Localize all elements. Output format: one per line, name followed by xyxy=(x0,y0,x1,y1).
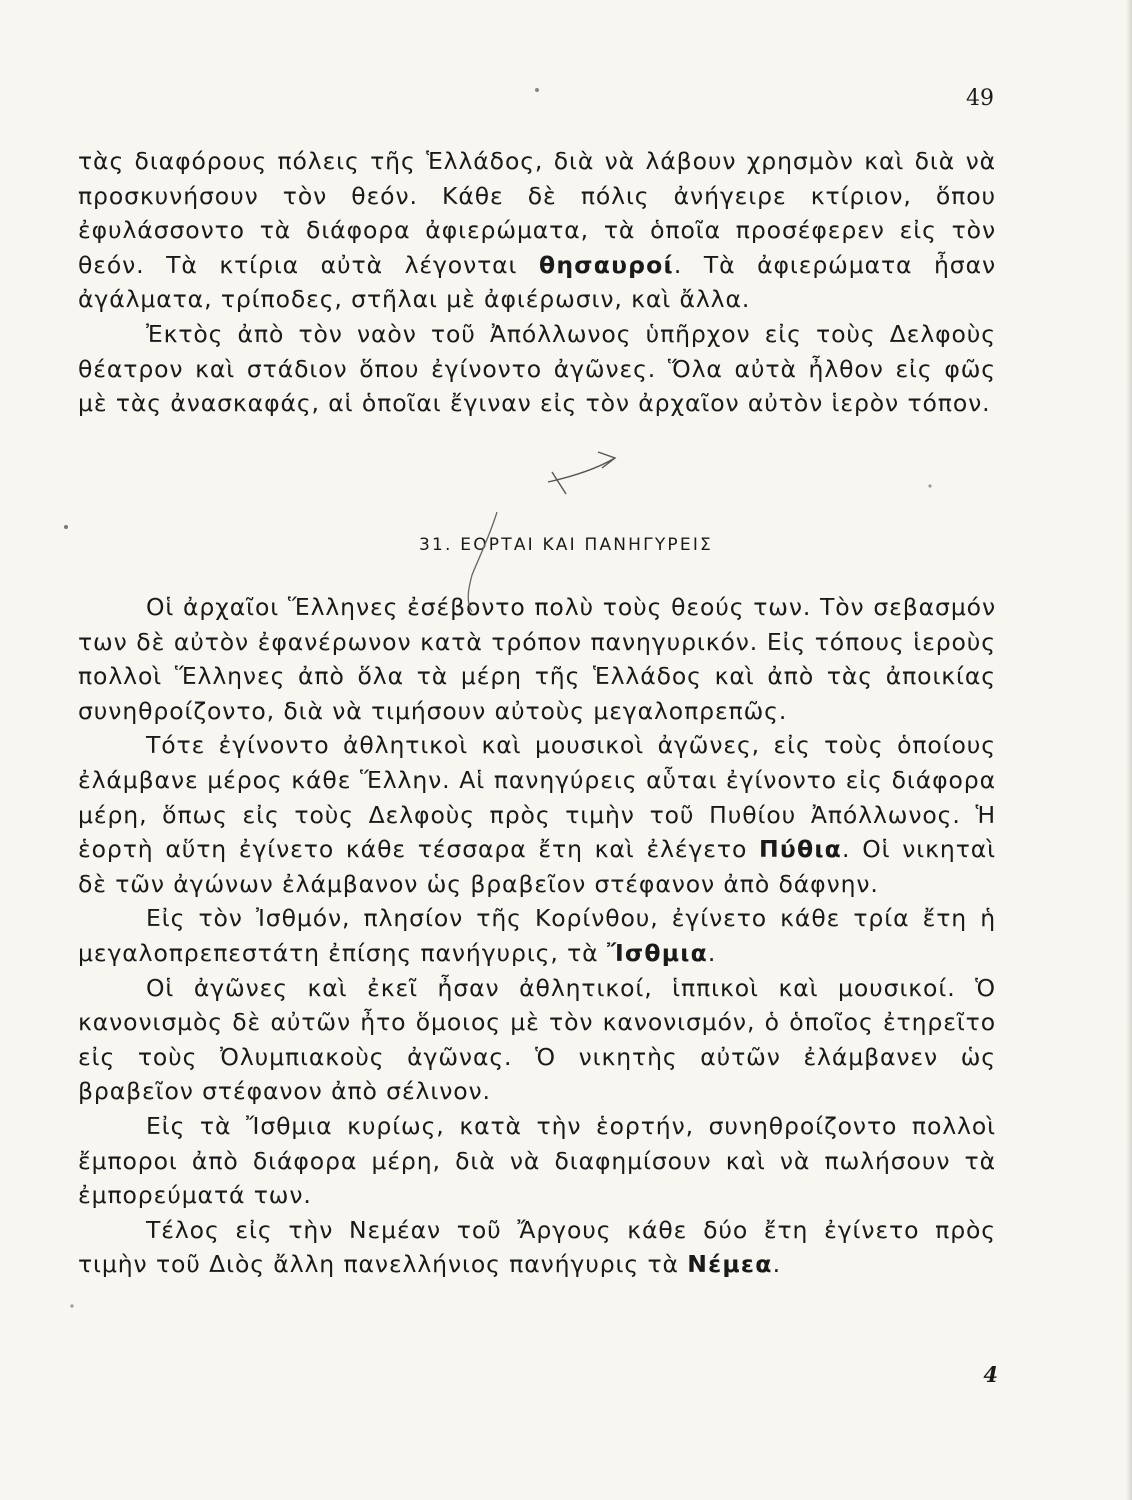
paragraph: τὰς διαφόρους πόλεις τῆς Ἑλλάδος, διὰ νὰ λάβουν χρησμὸν καὶ διὰ νὰ προσκυνήσουν τὸν θεόν. Κάθε δὲ πόλις ἀνήγειρε κτίριον, ὅπου ἐφυλάσσοντο τὰ διάφορα ἀφιερώματα, τὰ ὁποῖα προσέφερεν εἰς τὸν θεόν. Τὰ κτίρια αὐτὰ λέγονται θησαυροί. Τὰ ἀφιερώματα ἦσαν ἀγάλματα, τρίποδες, στῆλαι μὲ ἀφιέρωσιν, καὶ ἄλλα. xyxy=(78,147,996,314)
bold-term: Νέμεα xyxy=(687,1250,773,1279)
bold-term: Ἴσθμια xyxy=(606,938,708,967)
speck xyxy=(535,88,539,92)
paragraph: Εἰς τὰ Ἴσθμια κυρίως, κατὰ τὴν ἑορτήν, συνηθροίζοντο πολλοὶ ἔμποροι ἀπὸ διάφορα μέρη, διὰ νὰ διαφημίσουν καὶ νὰ πωλήσουν τὰ ἐμπορεύματά των. xyxy=(78,1111,996,1210)
paragraph: Οἱ ἀγῶνες καὶ ἐκεῖ ἦσαν ἀθλητικοί, ἱππικοὶ καὶ μουσικοί. Ὁ κανονισμὸς δὲ αὐτῶν ἦτο ὅμοιος μὲ τὸν κανονισμόν, ὁ ὁποῖος ἐτηρεῖτο εἰς τοὺς Ὀλυμπιακοὺς ἀγῶνας. Ὁ νικητὴς αὐτῶν ἐλάμβανεν ὡς βραβεῖον στέφανον ἀπὸ σέλινον. xyxy=(78,973,996,1106)
speck xyxy=(64,525,68,529)
text-block-top xyxy=(78,144,996,421)
pencil-arrow-mark xyxy=(548,452,615,494)
text-block-bottom xyxy=(78,590,996,1282)
bold-term: Πύθια xyxy=(759,835,843,864)
speck xyxy=(928,484,931,487)
page-number: 49 xyxy=(966,86,994,111)
paragraph: Τέλος εἰς τὴν Νεμέαν τοῦ Ἄργους κάθε δύο ἔτη ἐγίνετο πρὸς τιμὴν τοῦ Διὸς ἄλλη πανελλήνιος πανήγυρις τὰ Νέμεα. xyxy=(78,1215,996,1279)
paragraph: Οἱ ἀρχαῖοι Ἕλληνες ἐσέβοντο πολὺ τοὺς θεούς των. Τὸν σεβασμόν των δὲ αὐτὸν ἐφανέρωνον κατὰ τρόπον πανηγυρικόν. Εἰς τόπους ἱεροὺς πολλοὶ Ἕλληνες ἀπὸ ὅλα τὰ μέρη τῆς Ἑλλάδος καὶ ἀπὸ τὰς ἀποικίας συνηθροίζοντο, διὰ νὰ τιμήσουν αὐτοὺς μεγαλοπρεπῶς. xyxy=(78,593,996,725)
signature-mark: 4 xyxy=(983,1362,998,1387)
page-edge xyxy=(1126,0,1132,1500)
paragraph: Ἐκτὸς ἀπὸ τὸν ναὸν τοῦ Ἀπόλλωνος ὑπῆρχον εἰς τοὺς Δελφοὺς θέατρον καὶ στάδιον ὅπου ἐγίνοντο ἀγῶνες. Ὅλα αὐτὰ ἦλθον εἰς φῶς μὲ τὰς ἀνασκαφάς, αἱ ὁποῖαι ἔγιναν εἰς τὸν ἀρχαῖον αὐτὸν ἱερὸν τόπον. xyxy=(78,319,996,418)
section-heading: 31. ΕΟΡΤΑΙ ΚΑΙ ΠΑΝΗΓΥΡΕΙΣ xyxy=(419,535,713,555)
paragraph: Εἰς τὸν Ἰσθμόν, πλησίον τῆς Κορίνθου, ἐγίνετο κάθε τρία ἔτη ἡ μεγαλοπρεπεστάτη ἐπίσης πανήγυρις, τὰ Ἴσθμια. xyxy=(78,904,996,967)
bold-term: θησαυροί xyxy=(538,250,674,279)
paragraph: Τότε ἐγίνοντο ἀθλητικοὶ καὶ μουσικοὶ ἀγῶνες, εἰς τοὺς ὁποίους ἐλάμβανε μέρος κάθε Ἕλλην. Αἱ πανηγύρεις αὗται ἐγίνοντο εἰς διάφορα μέρη, ὅπως εἰς τοὺς Δελφοὺς πρὸς τιμὴν τοῦ Πυθίου Ἀπόλλωνος. Ἡ ἑορτὴ αὕτη ἐγίνετο κάθε τέσσαρα ἔτη καὶ ἐλέγετο Πύθια. Οἱ νικηταὶ δὲ τῶν ἀγώνων ἐλάμβανον ὡς βραβεῖον στέφανον ἀπὸ δάφνην. xyxy=(78,731,996,898)
speck xyxy=(70,1304,73,1307)
